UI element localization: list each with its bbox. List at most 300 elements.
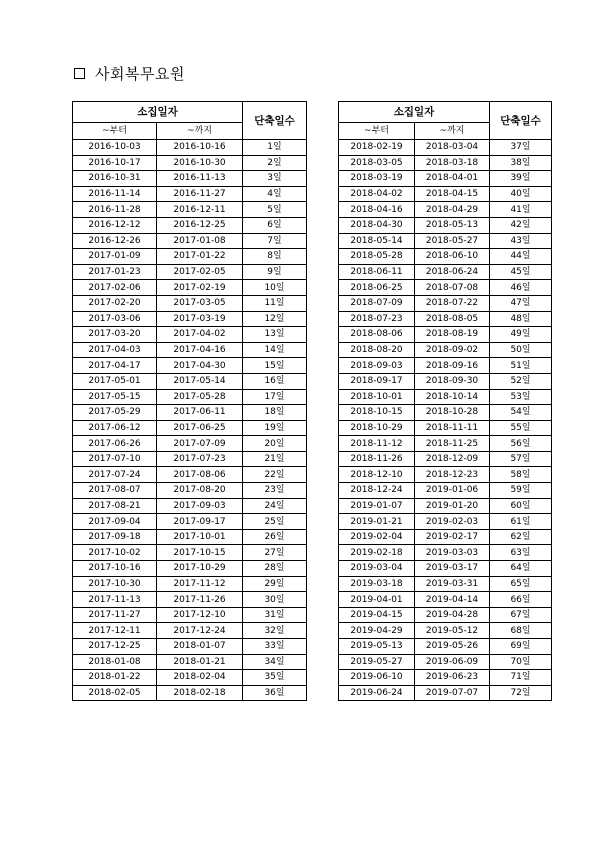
table-row xyxy=(73,217,307,233)
cell-from-date: 2016-12-12 xyxy=(73,217,157,233)
table-row xyxy=(339,451,552,467)
table-row xyxy=(73,264,307,280)
cell-to-date: 2018-08-19 xyxy=(415,327,490,343)
cell-from-date: 2017-05-29 xyxy=(73,405,157,421)
cell-from-date: 2018-12-10 xyxy=(339,467,415,483)
cell-days: 9일 xyxy=(243,264,307,280)
table-row xyxy=(339,233,552,249)
cell-from-date: 2017-06-12 xyxy=(73,420,157,436)
cell-from-date: 2016-11-28 xyxy=(73,202,157,218)
table-row xyxy=(339,171,552,187)
cell-days: 15일 xyxy=(243,358,307,374)
cell-days: 1일 xyxy=(243,140,307,156)
table-row xyxy=(73,654,307,670)
cell-days: 19일 xyxy=(243,420,307,436)
cell-to-date: 2017-06-11 xyxy=(157,405,243,421)
table-row xyxy=(339,389,552,405)
cell-days: 70일 xyxy=(490,654,552,670)
cell-from-date: 2018-02-05 xyxy=(73,685,157,701)
cell-days: 50일 xyxy=(490,342,552,358)
cell-to-date: 2018-03-18 xyxy=(415,155,490,171)
cell-days: 7일 xyxy=(243,233,307,249)
section-title xyxy=(74,62,185,84)
table-row xyxy=(73,249,307,265)
cell-from-date: 2017-03-20 xyxy=(73,327,157,343)
table-row xyxy=(73,373,307,389)
table-row xyxy=(73,514,307,530)
cell-days: 71일 xyxy=(490,670,552,686)
cell-from-date: 2017-10-30 xyxy=(73,576,157,592)
cell-to-date: 2018-09-16 xyxy=(415,358,490,374)
cell-from-date: 2016-10-31 xyxy=(73,171,157,187)
cell-to-date: 2017-04-30 xyxy=(157,358,243,374)
cell-to-date: 2017-08-20 xyxy=(157,483,243,499)
table-row xyxy=(339,295,552,311)
cell-from-date: 2019-06-24 xyxy=(339,685,415,701)
cell-days: 58일 xyxy=(490,467,552,483)
cell-from-date: 2017-04-17 xyxy=(73,358,157,374)
cell-from-date: 2018-07-09 xyxy=(339,295,415,311)
cell-days: 13일 xyxy=(243,327,307,343)
cell-days: 54일 xyxy=(490,405,552,421)
cell-days: 69일 xyxy=(490,639,552,655)
cell-to-date: 2017-12-10 xyxy=(157,607,243,623)
cell-to-date: 2018-09-30 xyxy=(415,373,490,389)
table-row xyxy=(339,342,552,358)
table-row xyxy=(73,311,307,327)
table-row xyxy=(73,467,307,483)
table-row xyxy=(339,561,552,577)
table-row xyxy=(73,436,307,452)
cell-to-date: 2017-10-15 xyxy=(157,545,243,561)
cell-from-date: 2018-11-12 xyxy=(339,436,415,452)
cell-to-date: 2018-11-25 xyxy=(415,436,490,452)
cell-from-date: 2017-07-24 xyxy=(73,467,157,483)
cell-days: 41일 xyxy=(490,202,552,218)
cell-from-date: 2017-11-13 xyxy=(73,592,157,608)
cell-from-date: 2018-07-23 xyxy=(339,311,415,327)
cell-to-date: 2018-08-05 xyxy=(415,311,490,327)
cell-to-date: 2018-12-09 xyxy=(415,451,490,467)
cell-to-date: 2018-09-02 xyxy=(415,342,490,358)
table-row xyxy=(73,342,307,358)
table-row xyxy=(339,358,552,374)
table-row xyxy=(339,373,552,389)
table-row xyxy=(339,607,552,623)
cell-days: 21일 xyxy=(243,451,307,467)
cell-to-date: 2017-10-29 xyxy=(157,561,243,577)
cell-days: 18일 xyxy=(243,405,307,421)
header-from: ~부터 xyxy=(73,123,157,140)
cell-to-date: 2017-01-08 xyxy=(157,233,243,249)
cell-from-date: 2019-06-10 xyxy=(339,670,415,686)
cell-from-date: 2018-10-01 xyxy=(339,389,415,405)
cell-days: 11일 xyxy=(243,295,307,311)
cell-from-date: 2018-08-06 xyxy=(339,327,415,343)
cell-from-date: 2017-05-01 xyxy=(73,373,157,389)
cell-from-date: 2017-11-27 xyxy=(73,607,157,623)
table-row xyxy=(73,280,307,296)
table-row xyxy=(339,249,552,265)
cell-to-date: 2018-01-07 xyxy=(157,639,243,655)
table-row xyxy=(339,405,552,421)
cell-from-date: 2017-07-10 xyxy=(73,451,157,467)
cell-to-date: 2017-02-19 xyxy=(157,280,243,296)
cell-from-date: 2018-09-17 xyxy=(339,373,415,389)
cell-to-date: 2017-05-14 xyxy=(157,373,243,389)
cell-to-date: 2018-07-08 xyxy=(415,280,490,296)
cell-to-date: 2018-04-29 xyxy=(415,202,490,218)
cell-from-date: 2019-01-21 xyxy=(339,514,415,530)
cell-to-date: 2017-06-25 xyxy=(157,420,243,436)
table-row xyxy=(339,592,552,608)
cell-to-date: 2017-01-22 xyxy=(157,249,243,265)
table-row xyxy=(339,436,552,452)
cell-from-date: 2016-12-26 xyxy=(73,233,157,249)
header-to: ~까지 xyxy=(415,123,490,140)
table-row xyxy=(339,639,552,655)
cell-days: 64일 xyxy=(490,561,552,577)
cell-days: 25일 xyxy=(243,514,307,530)
cell-from-date: 2018-05-14 xyxy=(339,233,415,249)
table-row xyxy=(73,529,307,545)
table-row xyxy=(73,420,307,436)
cell-days: 57일 xyxy=(490,451,552,467)
cell-from-date: 2017-12-25 xyxy=(73,639,157,655)
cell-days: 14일 xyxy=(243,342,307,358)
cell-to-date: 2018-05-27 xyxy=(415,233,490,249)
table-row xyxy=(73,483,307,499)
cell-from-date: 2018-06-11 xyxy=(339,264,415,280)
cell-to-date: 2017-09-03 xyxy=(157,498,243,514)
cell-days: 49일 xyxy=(490,327,552,343)
cell-to-date: 2019-03-03 xyxy=(415,545,490,561)
table-row xyxy=(339,327,552,343)
cell-from-date: 2019-04-01 xyxy=(339,592,415,608)
cell-days: 46일 xyxy=(490,280,552,296)
cell-from-date: 2019-02-18 xyxy=(339,545,415,561)
table-row xyxy=(339,217,552,233)
cell-days: 22일 xyxy=(243,467,307,483)
table-row xyxy=(73,405,307,421)
cell-from-date: 2017-08-21 xyxy=(73,498,157,514)
cell-from-date: 2017-12-11 xyxy=(73,623,157,639)
cell-from-date: 2017-03-06 xyxy=(73,311,157,327)
table-row xyxy=(73,685,307,701)
table-row xyxy=(73,498,307,514)
cell-days: 44일 xyxy=(490,249,552,265)
table-row xyxy=(73,576,307,592)
cell-days: 63일 xyxy=(490,545,552,561)
cell-to-date: 2017-07-23 xyxy=(157,451,243,467)
cell-to-date: 2016-12-25 xyxy=(157,217,243,233)
table-row xyxy=(339,483,552,499)
cell-days: 34일 xyxy=(243,654,307,670)
table-row xyxy=(73,561,307,577)
table-row xyxy=(339,202,552,218)
table-row xyxy=(339,264,552,280)
cell-to-date: 2017-04-16 xyxy=(157,342,243,358)
cell-days: 3일 xyxy=(243,171,307,187)
cell-to-date: 2017-09-17 xyxy=(157,514,243,530)
cell-to-date: 2016-10-16 xyxy=(157,140,243,156)
table-row xyxy=(73,155,307,171)
cell-from-date: 2018-01-08 xyxy=(73,654,157,670)
cell-to-date: 2016-11-27 xyxy=(157,186,243,202)
table-row xyxy=(339,576,552,592)
table-row xyxy=(73,295,307,311)
cell-from-date: 2017-08-07 xyxy=(73,483,157,499)
cell-days: 39일 xyxy=(490,171,552,187)
cell-days: 61일 xyxy=(490,514,552,530)
cell-to-date: 2017-05-28 xyxy=(157,389,243,405)
cell-to-date: 2018-02-04 xyxy=(157,670,243,686)
cell-to-date: 2019-05-12 xyxy=(415,623,490,639)
cell-to-date: 2019-01-20 xyxy=(415,498,490,514)
table-row xyxy=(73,670,307,686)
table-row xyxy=(339,514,552,530)
cell-days: 2일 xyxy=(243,155,307,171)
cell-from-date: 2018-03-05 xyxy=(339,155,415,171)
cell-from-date: 2016-10-17 xyxy=(73,155,157,171)
cell-days: 65일 xyxy=(490,576,552,592)
table-row xyxy=(339,155,552,171)
table-row xyxy=(73,592,307,608)
cell-to-date: 2019-04-28 xyxy=(415,607,490,623)
cell-from-date: 2018-12-24 xyxy=(339,483,415,499)
cell-to-date: 2017-03-19 xyxy=(157,311,243,327)
cell-from-date: 2019-04-29 xyxy=(339,623,415,639)
table-row xyxy=(339,545,552,561)
cell-to-date: 2017-10-01 xyxy=(157,529,243,545)
cell-from-date: 2018-06-25 xyxy=(339,280,415,296)
cell-days: 48일 xyxy=(490,311,552,327)
header-days: 단축일수 xyxy=(243,102,307,140)
table-row xyxy=(73,202,307,218)
cell-to-date: 2019-04-14 xyxy=(415,592,490,608)
table-row xyxy=(339,420,552,436)
table-row xyxy=(339,280,552,296)
cell-to-date: 2018-11-11 xyxy=(415,420,490,436)
cell-from-date: 2019-02-04 xyxy=(339,529,415,545)
schedule-table-left xyxy=(72,101,307,701)
cell-days: 52일 xyxy=(490,373,552,389)
cell-to-date: 2016-12-11 xyxy=(157,202,243,218)
cell-days: 16일 xyxy=(243,373,307,389)
cell-days: 17일 xyxy=(243,389,307,405)
cell-days: 31일 xyxy=(243,607,307,623)
cell-days: 45일 xyxy=(490,264,552,280)
cell-to-date: 2018-04-15 xyxy=(415,186,490,202)
cell-days: 40일 xyxy=(490,186,552,202)
header-period: 소집일자 xyxy=(73,102,243,123)
cell-to-date: 2017-03-05 xyxy=(157,295,243,311)
cell-to-date: 2019-06-09 xyxy=(415,654,490,670)
cell-from-date: 2019-05-13 xyxy=(339,639,415,655)
cell-from-date: 2018-03-19 xyxy=(339,171,415,187)
cell-from-date: 2019-01-07 xyxy=(339,498,415,514)
table-row xyxy=(73,233,307,249)
cell-days: 60일 xyxy=(490,498,552,514)
cell-from-date: 2019-04-15 xyxy=(339,607,415,623)
header-from: ~부터 xyxy=(339,123,415,140)
cell-from-date: 2017-02-20 xyxy=(73,295,157,311)
header-days: 단축일수 xyxy=(490,102,552,140)
cell-to-date: 2017-07-09 xyxy=(157,436,243,452)
cell-days: 28일 xyxy=(243,561,307,577)
cell-to-date: 2018-02-18 xyxy=(157,685,243,701)
cell-from-date: 2017-06-26 xyxy=(73,436,157,452)
table-row xyxy=(339,467,552,483)
cell-from-date: 2018-04-02 xyxy=(339,186,415,202)
cell-days: 10일 xyxy=(243,280,307,296)
cell-from-date: 2018-02-19 xyxy=(339,140,415,156)
table-row xyxy=(73,171,307,187)
cell-to-date: 2018-04-01 xyxy=(415,171,490,187)
cell-days: 68일 xyxy=(490,623,552,639)
table-row xyxy=(339,529,552,545)
cell-days: 30일 xyxy=(243,592,307,608)
cell-to-date: 2019-05-26 xyxy=(415,639,490,655)
table-row xyxy=(339,623,552,639)
table-row xyxy=(339,685,552,701)
cell-days: 33일 xyxy=(243,639,307,655)
table-row xyxy=(339,498,552,514)
cell-to-date: 2019-07-07 xyxy=(415,685,490,701)
cell-from-date: 2018-01-22 xyxy=(73,670,157,686)
cell-to-date: 2019-02-03 xyxy=(415,514,490,530)
cell-days: 20일 xyxy=(243,436,307,452)
header-period: 소집일자 xyxy=(339,102,490,123)
cell-from-date: 2017-09-18 xyxy=(73,529,157,545)
header-to: ~까지 xyxy=(157,123,243,140)
cell-to-date: 2018-05-13 xyxy=(415,217,490,233)
cell-to-date: 2018-06-10 xyxy=(415,249,490,265)
cell-days: 8일 xyxy=(243,249,307,265)
cell-to-date: 2018-10-28 xyxy=(415,405,490,421)
cell-from-date: 2016-10-03 xyxy=(73,140,157,156)
cell-to-date: 2016-10-30 xyxy=(157,155,243,171)
cell-to-date: 2017-08-06 xyxy=(157,467,243,483)
cell-from-date: 2017-10-16 xyxy=(73,561,157,577)
cell-from-date: 2018-10-15 xyxy=(339,405,415,421)
cell-from-date: 2019-05-27 xyxy=(339,654,415,670)
cell-to-date: 2018-10-14 xyxy=(415,389,490,405)
cell-to-date: 2017-11-26 xyxy=(157,592,243,608)
cell-from-date: 2019-03-04 xyxy=(339,561,415,577)
cell-days: 12일 xyxy=(243,311,307,327)
cell-to-date: 2017-11-12 xyxy=(157,576,243,592)
cell-days: 51일 xyxy=(490,358,552,374)
cell-days: 72일 xyxy=(490,685,552,701)
cell-days: 56일 xyxy=(490,436,552,452)
cell-to-date: 2017-02-05 xyxy=(157,264,243,280)
cell-days: 36일 xyxy=(243,685,307,701)
cell-to-date: 2019-03-17 xyxy=(415,561,490,577)
cell-from-date: 2017-01-23 xyxy=(73,264,157,280)
cell-to-date: 2019-03-31 xyxy=(415,576,490,592)
cell-to-date: 2019-01-06 xyxy=(415,483,490,499)
cell-from-date: 2018-11-26 xyxy=(339,451,415,467)
cell-days: 6일 xyxy=(243,217,307,233)
cell-to-date: 2018-12-23 xyxy=(415,467,490,483)
table-row xyxy=(73,186,307,202)
cell-from-date: 2018-09-03 xyxy=(339,358,415,374)
table-row xyxy=(73,451,307,467)
table-row xyxy=(339,654,552,670)
cell-to-date: 2018-06-24 xyxy=(415,264,490,280)
cell-days: 24일 xyxy=(243,498,307,514)
cell-days: 5일 xyxy=(243,202,307,218)
cell-from-date: 2017-10-02 xyxy=(73,545,157,561)
table-row xyxy=(73,389,307,405)
table-row xyxy=(73,327,307,343)
table-row xyxy=(73,140,307,156)
cell-days: 67일 xyxy=(490,607,552,623)
schedule-table-right xyxy=(338,101,552,701)
cell-days: 4일 xyxy=(243,186,307,202)
cell-to-date: 2018-01-21 xyxy=(157,654,243,670)
cell-days: 53일 xyxy=(490,389,552,405)
checkbox-icon xyxy=(74,68,85,79)
cell-from-date: 2017-05-15 xyxy=(73,389,157,405)
cell-days: 23일 xyxy=(243,483,307,499)
table-row xyxy=(73,639,307,655)
table-row xyxy=(73,623,307,639)
cell-from-date: 2018-04-30 xyxy=(339,217,415,233)
table-row xyxy=(339,186,552,202)
cell-days: 43일 xyxy=(490,233,552,249)
cell-to-date: 2018-03-04 xyxy=(415,140,490,156)
cell-days: 55일 xyxy=(490,420,552,436)
cell-from-date: 2018-05-28 xyxy=(339,249,415,265)
cell-days: 29일 xyxy=(243,576,307,592)
cell-from-date: 2017-04-03 xyxy=(73,342,157,358)
cell-days: 62일 xyxy=(490,529,552,545)
cell-to-date: 2017-12-24 xyxy=(157,623,243,639)
cell-days: 47일 xyxy=(490,295,552,311)
cell-days: 66일 xyxy=(490,592,552,608)
cell-from-date: 2017-09-04 xyxy=(73,514,157,530)
cell-from-date: 2018-04-16 xyxy=(339,202,415,218)
cell-to-date: 2019-06-23 xyxy=(415,670,490,686)
cell-from-date: 2017-01-09 xyxy=(73,249,157,265)
cell-days: 27일 xyxy=(243,545,307,561)
table-row xyxy=(339,670,552,686)
cell-to-date: 2016-11-13 xyxy=(157,171,243,187)
cell-days: 26일 xyxy=(243,529,307,545)
cell-to-date: 2018-07-22 xyxy=(415,295,490,311)
cell-to-date: 2019-02-17 xyxy=(415,529,490,545)
cell-from-date: 2018-10-29 xyxy=(339,420,415,436)
table-row xyxy=(73,607,307,623)
cell-days: 37일 xyxy=(490,140,552,156)
cell-days: 35일 xyxy=(243,670,307,686)
cell-from-date: 2016-11-14 xyxy=(73,186,157,202)
title-text: 사회복무요원 xyxy=(95,64,185,83)
cell-from-date: 2017-02-06 xyxy=(73,280,157,296)
table-row xyxy=(73,545,307,561)
cell-from-date: 2019-03-18 xyxy=(339,576,415,592)
cell-days: 32일 xyxy=(243,623,307,639)
table-row xyxy=(339,140,552,156)
table-row xyxy=(73,358,307,374)
cell-from-date: 2018-08-20 xyxy=(339,342,415,358)
cell-days: 42일 xyxy=(490,217,552,233)
cell-days: 38일 xyxy=(490,155,552,171)
table-row xyxy=(339,311,552,327)
cell-to-date: 2017-04-02 xyxy=(157,327,243,343)
